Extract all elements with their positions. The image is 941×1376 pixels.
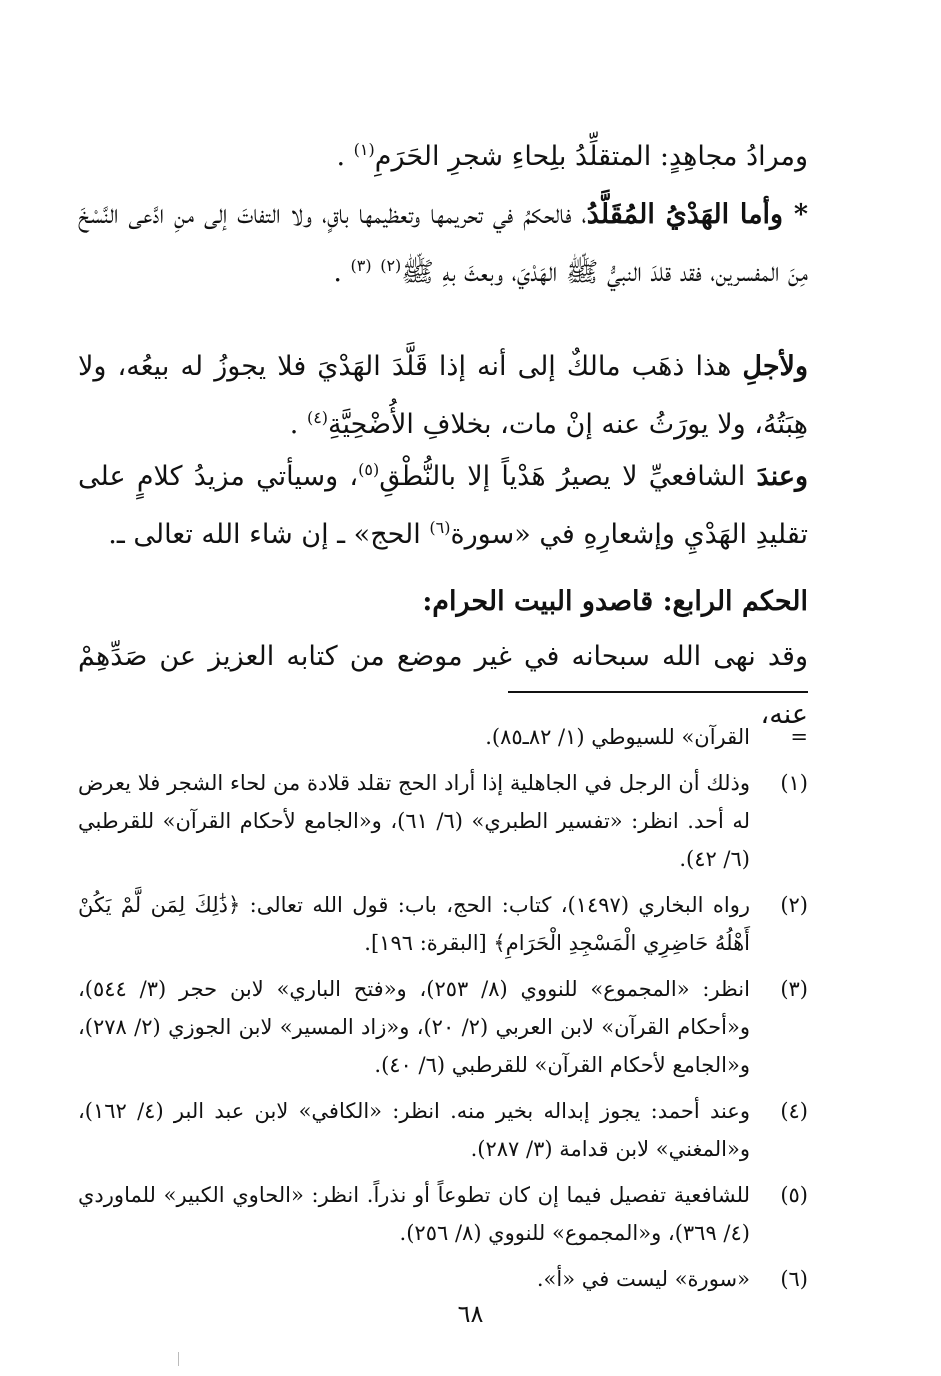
paragraph-3-lead: ولأجلِ (742, 351, 808, 382)
footnote-text: رواه البخاري (١٤٩٧)، كتاب: الحج، باب: قول الله تعالى: ﴿ذَٰلِكَ لِمَن لَّمْ يَكُنْ أَهْلُهُ حَاضِرِي الْمَسْجِدِ الْحَرَامِ﴾ [البقرة: ١٩٦]. (78, 893, 751, 955)
paragraph-5: وقد نهى الله سبحانه في غير موضع من كتابه العزيز عن صَدِّهِمْ عنه، (78, 641, 808, 730)
paragraph-2: * وأما الهَدْيُ المُقَلَّدُ، فالحكمُ في تحريمها وتعظيمها باقٍ، ولا التفاتَ إلى منِ ادَّعى النَّسْخَ مِنَ المفسرين، فقد قلدَ النبيُّ ﷺ الهَدْيَ، وبعثَ بهِ ﷺ$^{(٢)}$ $^{(٣)}$ . (78, 199, 808, 288)
footnote-text: وعند أحمد: يجوز إبداله بخير منه. انظر: «الكافي» لابن عبد البر (٤/ ١٦٢)، و«المغني» لابن قدامة (٣/ ٢٨٧). (78, 1099, 750, 1161)
paragraph-4-lead: وعندَ (756, 461, 808, 492)
paragraph-3: ولأجلِ هذا ذهَب مالكٌ إلى أنه إذا قَلَّدَ الهَدْيَ فلا يجوزُ له بيعُه، ولا هِبَتُهُ، ولا يورَثُ عنه إنْ مات، بخلافِ الأُضْحِيَّةِ$^{(٤)}$ . (78, 351, 808, 440)
paragraph-1: ومرادُ مجاهِدٍ: المتقلِّدُ بلِحاءِ شجرِ الحَرَمِ$^{(١)}$ . (336, 140, 808, 172)
footnote-6 (78, 1260, 808, 1298)
scan-mark (178, 1352, 179, 1366)
footnote-number: (٦) (780, 1267, 808, 1291)
footnote-number: = (790, 725, 808, 749)
section-heading: الحكم الرابع: قاصدو البيت الحرام: (422, 586, 808, 617)
footnote-text: وذلك أن الرجل في الجاهلية إذا أراد الحج تقلد قلادة من لحاء الشجر فلا يعرض له أحد. انظر: «تفسير الطبري» (٦/ ٦١)، و«الجامع لأحكام القرآن» للقرطبي (٦/ ٤٢). (78, 771, 750, 871)
footnote-5 (78, 1176, 808, 1252)
footnote-2 (78, 886, 808, 962)
footnote-text: للشافعية تفصيل فيما إن كان تطوعاً أو نذراً. انظر: «الحاوي الكبير» للماوردي (٤/ ٣٦٩)، و«المجموع» للنووي (٨/ ٢٥٦). (78, 1183, 750, 1245)
footnote-text: القرآن» للسيوطي (١/ ٨٢ـ٨٥). (485, 725, 750, 749)
footnote-ref-6[interactable]: (٦) (429, 518, 451, 537)
footnote-ref-4[interactable]: (٤) (306, 408, 329, 427)
footnote-ref-2[interactable]: (٢) (380, 256, 402, 275)
page-number: ٦٨ (457, 1300, 484, 1328)
footnote-ref-5[interactable]: (٥) (358, 460, 380, 479)
footnote-number: (٤) (780, 1099, 808, 1123)
footnotes (78, 718, 808, 1306)
footnote-text: انظر: «المجموع» للنووي (٨/ ٢٥٣)، و«فتح الباري» لابن حجر (٣/ ٥٤٤)، و«أحكام القرآن» لابن العربي (٢/ ٢٠)، و«زاد المسير» لابن الجوزي (٢/ ٢٧٨)، و«الجامع لأحكام القرآن» للقرطبي (٦/ ٤٠). (78, 977, 750, 1077)
footnote-ref-1[interactable]: (١) (353, 140, 375, 159)
footnote-number: (٣) (780, 977, 808, 1001)
footnote-number: (١) (780, 771, 808, 795)
paragraph-2-lead: * وأما الهَدْيُ المُقَلَّدُ (586, 199, 808, 230)
footnote-text: «سورة» ليست في «أ». (536, 1267, 750, 1291)
footnote-3 (78, 970, 808, 1084)
paragraph-4: وعندَ الشافعيِّ لا يصيرُ هَدْياً إلا بالنُّطْقِ$^{(٥)}$، وسيأتي مزيدُ كلامٍ على تقليدِ الهَدْيِ وإشعارِهِ في «سورة$^{(٦)}$ الحج» ـ إن شاء الله تعالى ـ. (78, 460, 808, 550)
footnote-number: (٢) (780, 893, 808, 917)
footnote-number: (٥) (780, 1183, 808, 1207)
footnote-4 (78, 1092, 808, 1168)
footnote-1 (78, 764, 808, 878)
footnote-separator (508, 691, 808, 693)
footnote-ref-3[interactable]: (٣) (350, 256, 372, 275)
footnote-continued (78, 718, 808, 756)
